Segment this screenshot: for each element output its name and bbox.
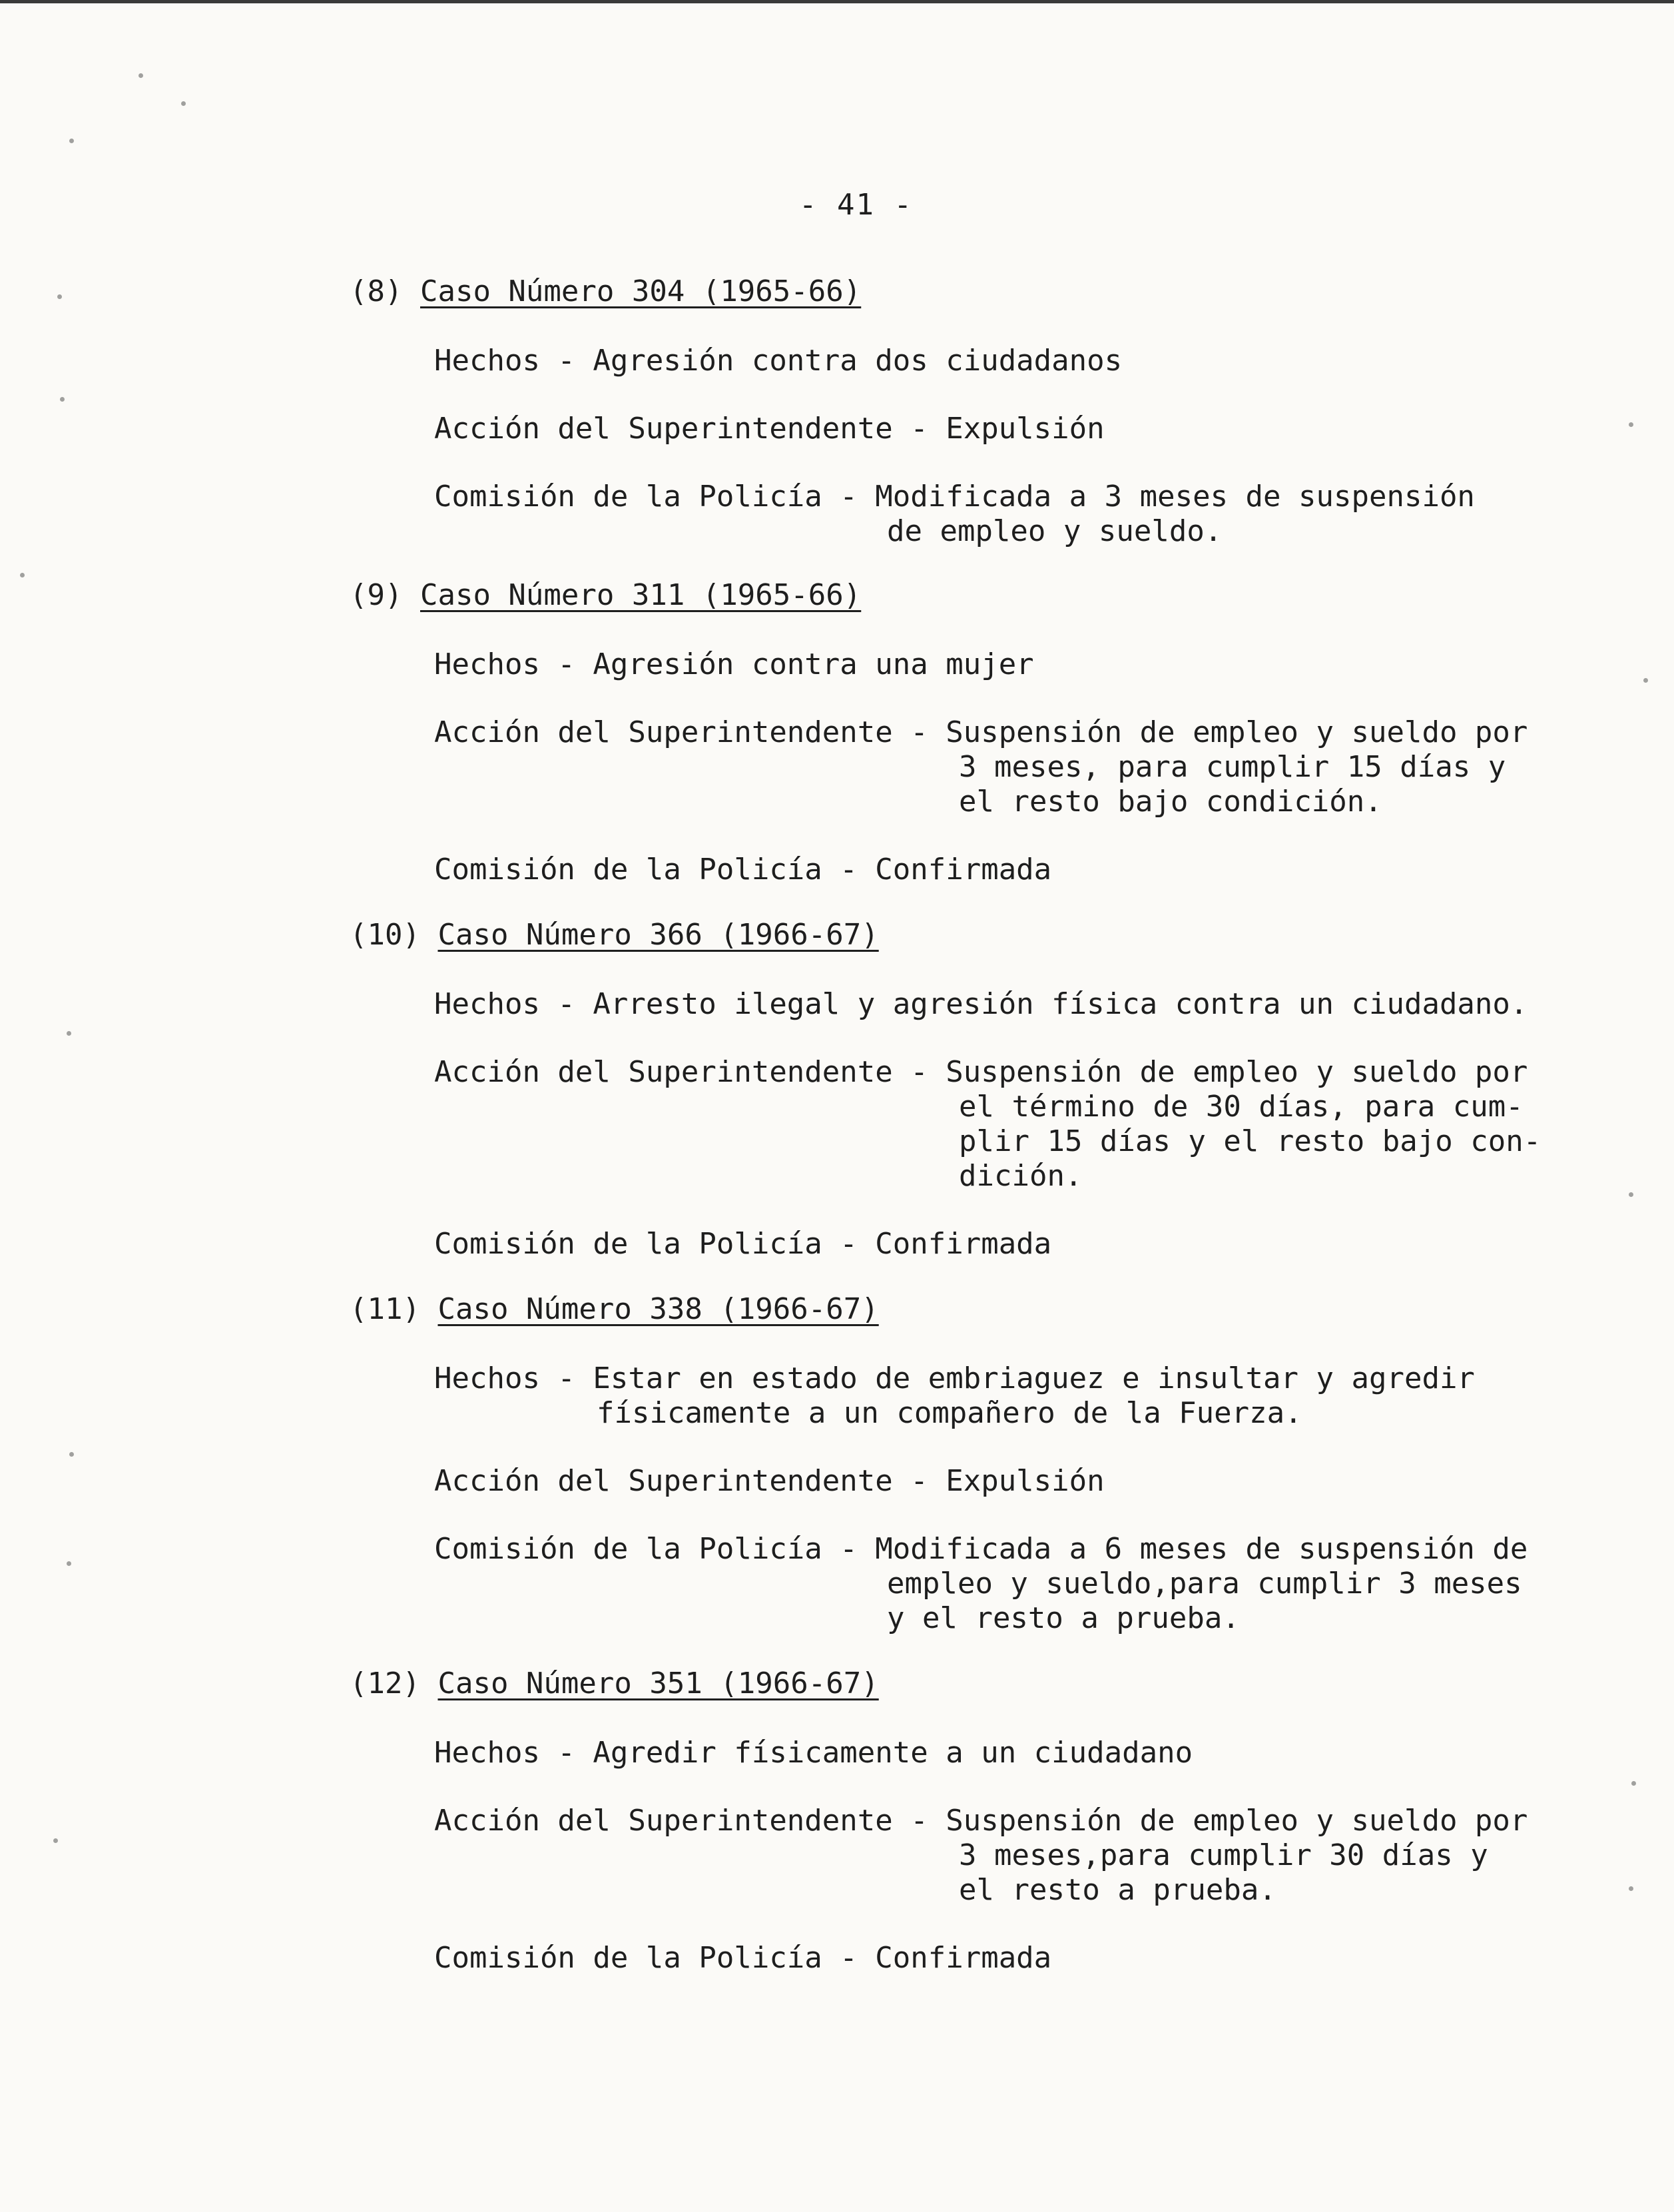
case-line: Hechos - Agresión contra dos ciudadanos [434,344,1123,378]
case-line: Acción del Superintendente - Suspensión de empleo y sueldo por [434,1055,1528,1089]
case-line: Acción del Superintendente - Expulsión [434,1464,1105,1498]
case-line: Acción del Superintendente - Expulsión [434,412,1105,446]
case-line: Hechos - Arresto ilegal y agresión física contra un ciudadano. [434,987,1528,1021]
case-number: (11) [350,1292,420,1326]
case-line: el resto bajo condición. [959,785,1382,819]
scan-speck [53,1838,58,1843]
scan-speck [1629,422,1633,427]
scan-speck [1643,678,1648,683]
case-title: Caso Número 311 (1965-66) [419,578,862,612]
scan-speck [181,101,186,106]
case-number: (12) [350,1666,420,1700]
case-line: de empleo y sueldo. [887,514,1223,548]
case-line: físicamente a un compañero de la Fuerza. [597,1396,1302,1430]
scan-speck [1629,1192,1633,1197]
case-line: empleo y sueldo,para cumplir 3 meses [887,1567,1522,1601]
case-line: Comisión de la Policía - Modificada a 3 meses de suspensión [434,480,1475,514]
case-title: Caso Número 304 (1965-66) [419,274,862,308]
case-title: Caso Número 366 (1966-67) [437,918,879,952]
scan-speck [69,1452,74,1457]
case-header-9 [350,578,861,612]
scan-speck [60,397,65,402]
scan-speck [57,294,62,299]
scan-speck [1629,1886,1633,1891]
case-line: Comisión de la Policía - Modificada a 6 meses de suspensión de [434,1532,1528,1566]
case-line: 3 meses,para cumplir 30 días y [959,1838,1488,1872]
case-number: (10) [350,918,420,952]
case-line: Hechos - Agredir físicamente a un ciudadano [434,1736,1193,1770]
scan-speck [67,1031,71,1036]
scan-speck [69,139,74,143]
case-line: dición. [959,1159,1083,1193]
case-header-8 [350,274,861,308]
scan-speck [139,73,143,78]
case-title: Caso Número 338 (1966-67) [437,1292,879,1326]
case-line: Hechos - Estar en estado de embriaguez e insultar y agredir [434,1361,1475,1395]
scan-speck [67,1561,71,1566]
case-line: Comisión de la Policía - Confirmada [434,1941,1052,1975]
page-number: - 41 - [799,188,913,222]
case-line: Acción del Superintendente - Suspensión de empleo y sueldo por [434,715,1528,749]
case-line: el resto a prueba. [959,1873,1276,1907]
case-line: Acción del Superintendente - Suspensión de empleo y sueldo por [434,1804,1528,1838]
case-line: y el resto a prueba. [887,1601,1240,1635]
scan-speck [20,573,25,577]
case-line: el término de 30 días, para cum- [959,1090,1524,1124]
case-line: 3 meses, para cumplir 15 días y [959,750,1506,784]
case-line: Comisión de la Policía - Confirmada [434,853,1052,887]
case-line: Hechos - Agresión contra una mujer [434,647,1034,681]
case-header-10 [350,918,879,952]
case-title: Caso Número 351 (1966-67) [437,1666,879,1700]
case-header-12 [350,1666,879,1700]
case-header-11 [350,1292,879,1326]
case-line: plir 15 días y el resto bajo con- [959,1124,1541,1158]
case-number: (9) [350,578,403,612]
scan-speck [1631,1781,1636,1786]
page-top-edge [0,0,1674,3]
case-number: (8) [350,274,403,308]
case-line: Comisión de la Policía - Confirmada [434,1227,1052,1261]
